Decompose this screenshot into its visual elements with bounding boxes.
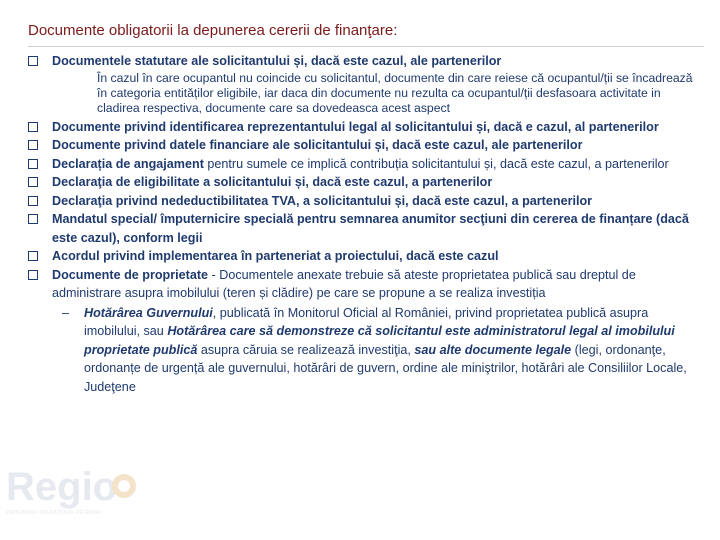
- dash-text-3: (legi, ordonanţe, ordonanțe de urgență ale guvernului, hotărâri de guvern, ordine ale miniştrilor, hotărâri ale Consiliilor Locale, Judeţene: [84, 342, 687, 394]
- list-item: [28, 247, 698, 266]
- dash-list-item: [28, 304, 698, 397]
- dash-text-1: , publicată în Monitorul Oficial al României, privind proprietatea publică asupra imobilului, sau: [84, 305, 649, 338]
- document-list: [28, 52, 698, 396]
- regio-logo: [6, 460, 166, 520]
- item-bold-text: Documentele statutare ale solicitantului și, dacă este cazul, ale partenerilor: [52, 54, 502, 68]
- item-bold-text: Documente privind datele financiare ale solicitantului și, dacă este cazul, ale partenerilor: [52, 138, 583, 152]
- hotarare-guvernului-text: Hotărârea Guvernului: [84, 305, 213, 320]
- page-title: Documente obligatorii la depunerea cererii de finanţare:: [28, 22, 398, 39]
- checkbox-bullet-icon: [28, 214, 38, 224]
- list-item: [28, 52, 698, 71]
- checkbox-bullet-icon: [28, 122, 38, 132]
- checkbox-bullet-icon: [28, 196, 38, 206]
- list-item: [28, 136, 698, 155]
- item-bold-text: Mandatul special/ împuternicire specială pentru semnarea anumitor secţiuni din cererea de finanțare (dacă este cazul), conform legii: [52, 212, 689, 245]
- item-bold-text: Declaraţia de eligibilitate a solicitantului și, dacă este cazul, a partenerilor: [52, 175, 493, 189]
- dash-marker: –: [62, 305, 70, 320]
- checkbox-bullet-icon: [28, 270, 38, 280]
- list-item: [28, 266, 698, 303]
- item-bold-text: Declarația de angajament: [52, 156, 204, 171]
- checkbox-bullet-icon: [28, 177, 38, 187]
- item-text: pentru sumele ce implică contribuția solicitantului și, dacă este cazul, a partenerilor: [203, 156, 669, 171]
- dash-text-2: asupra căruia se realizează investiţia,: [197, 342, 415, 357]
- list-item: [28, 155, 698, 174]
- checkbox-bullet-icon: [28, 56, 38, 66]
- item-bold-text: Acordul privind implementarea în parteneriat a proiectului, dacă este cazul: [52, 249, 499, 263]
- checkbox-bullet-icon: [28, 251, 38, 261]
- sub-note: În cazul în care ocupantul nu coincide cu solicitantul, documente din care reiese că ocupantul/ții se încadrează în categoria entităților eligibile, iar daca din documente nu rezulta ca ocupantul/ții desfasoara activitate in cladirea respectiva, documente care sa dovedeasca acest aspect: [97, 70, 693, 115]
- list-item: [28, 192, 698, 211]
- logo-tagline: PROGRAMUL OPERAȚIONAL REGIONAL: [6, 510, 103, 516]
- list-item: [28, 173, 698, 192]
- checkbox-bullet-icon: [28, 159, 38, 169]
- checkbox-bullet-icon: [28, 140, 38, 150]
- list-item: [28, 210, 698, 247]
- sau-alte-documente-text: sau alte documente legale: [414, 342, 572, 357]
- item-bold-text: Documente privind identificarea reprezentantului legal al solicitantului și, dacă e cazul, al partenerilor: [52, 119, 659, 134]
- item-bold-text: Documente de proprietate: [52, 267, 209, 282]
- item-bold-text: Declaraţia privind nedeductibilitatea TVA, a solicitantului și, dacă este cazul, a partenerilor: [52, 193, 593, 208]
- logo-text: Regio: [6, 465, 118, 509]
- hotarare-administrator-text: Hotărârea care să demonstreze că solicitantul este administratorul legal al imobilului proprietate publică: [84, 324, 675, 357]
- title-divider: [28, 46, 704, 47]
- item-text: - Documentele anexate trebuie să ateste proprietatea publică sau dreptul de administrare asupra imobilului (teren și clădire) pe care se propune a se realiza investiția: [52, 267, 636, 300]
- list-item: [28, 118, 698, 137]
